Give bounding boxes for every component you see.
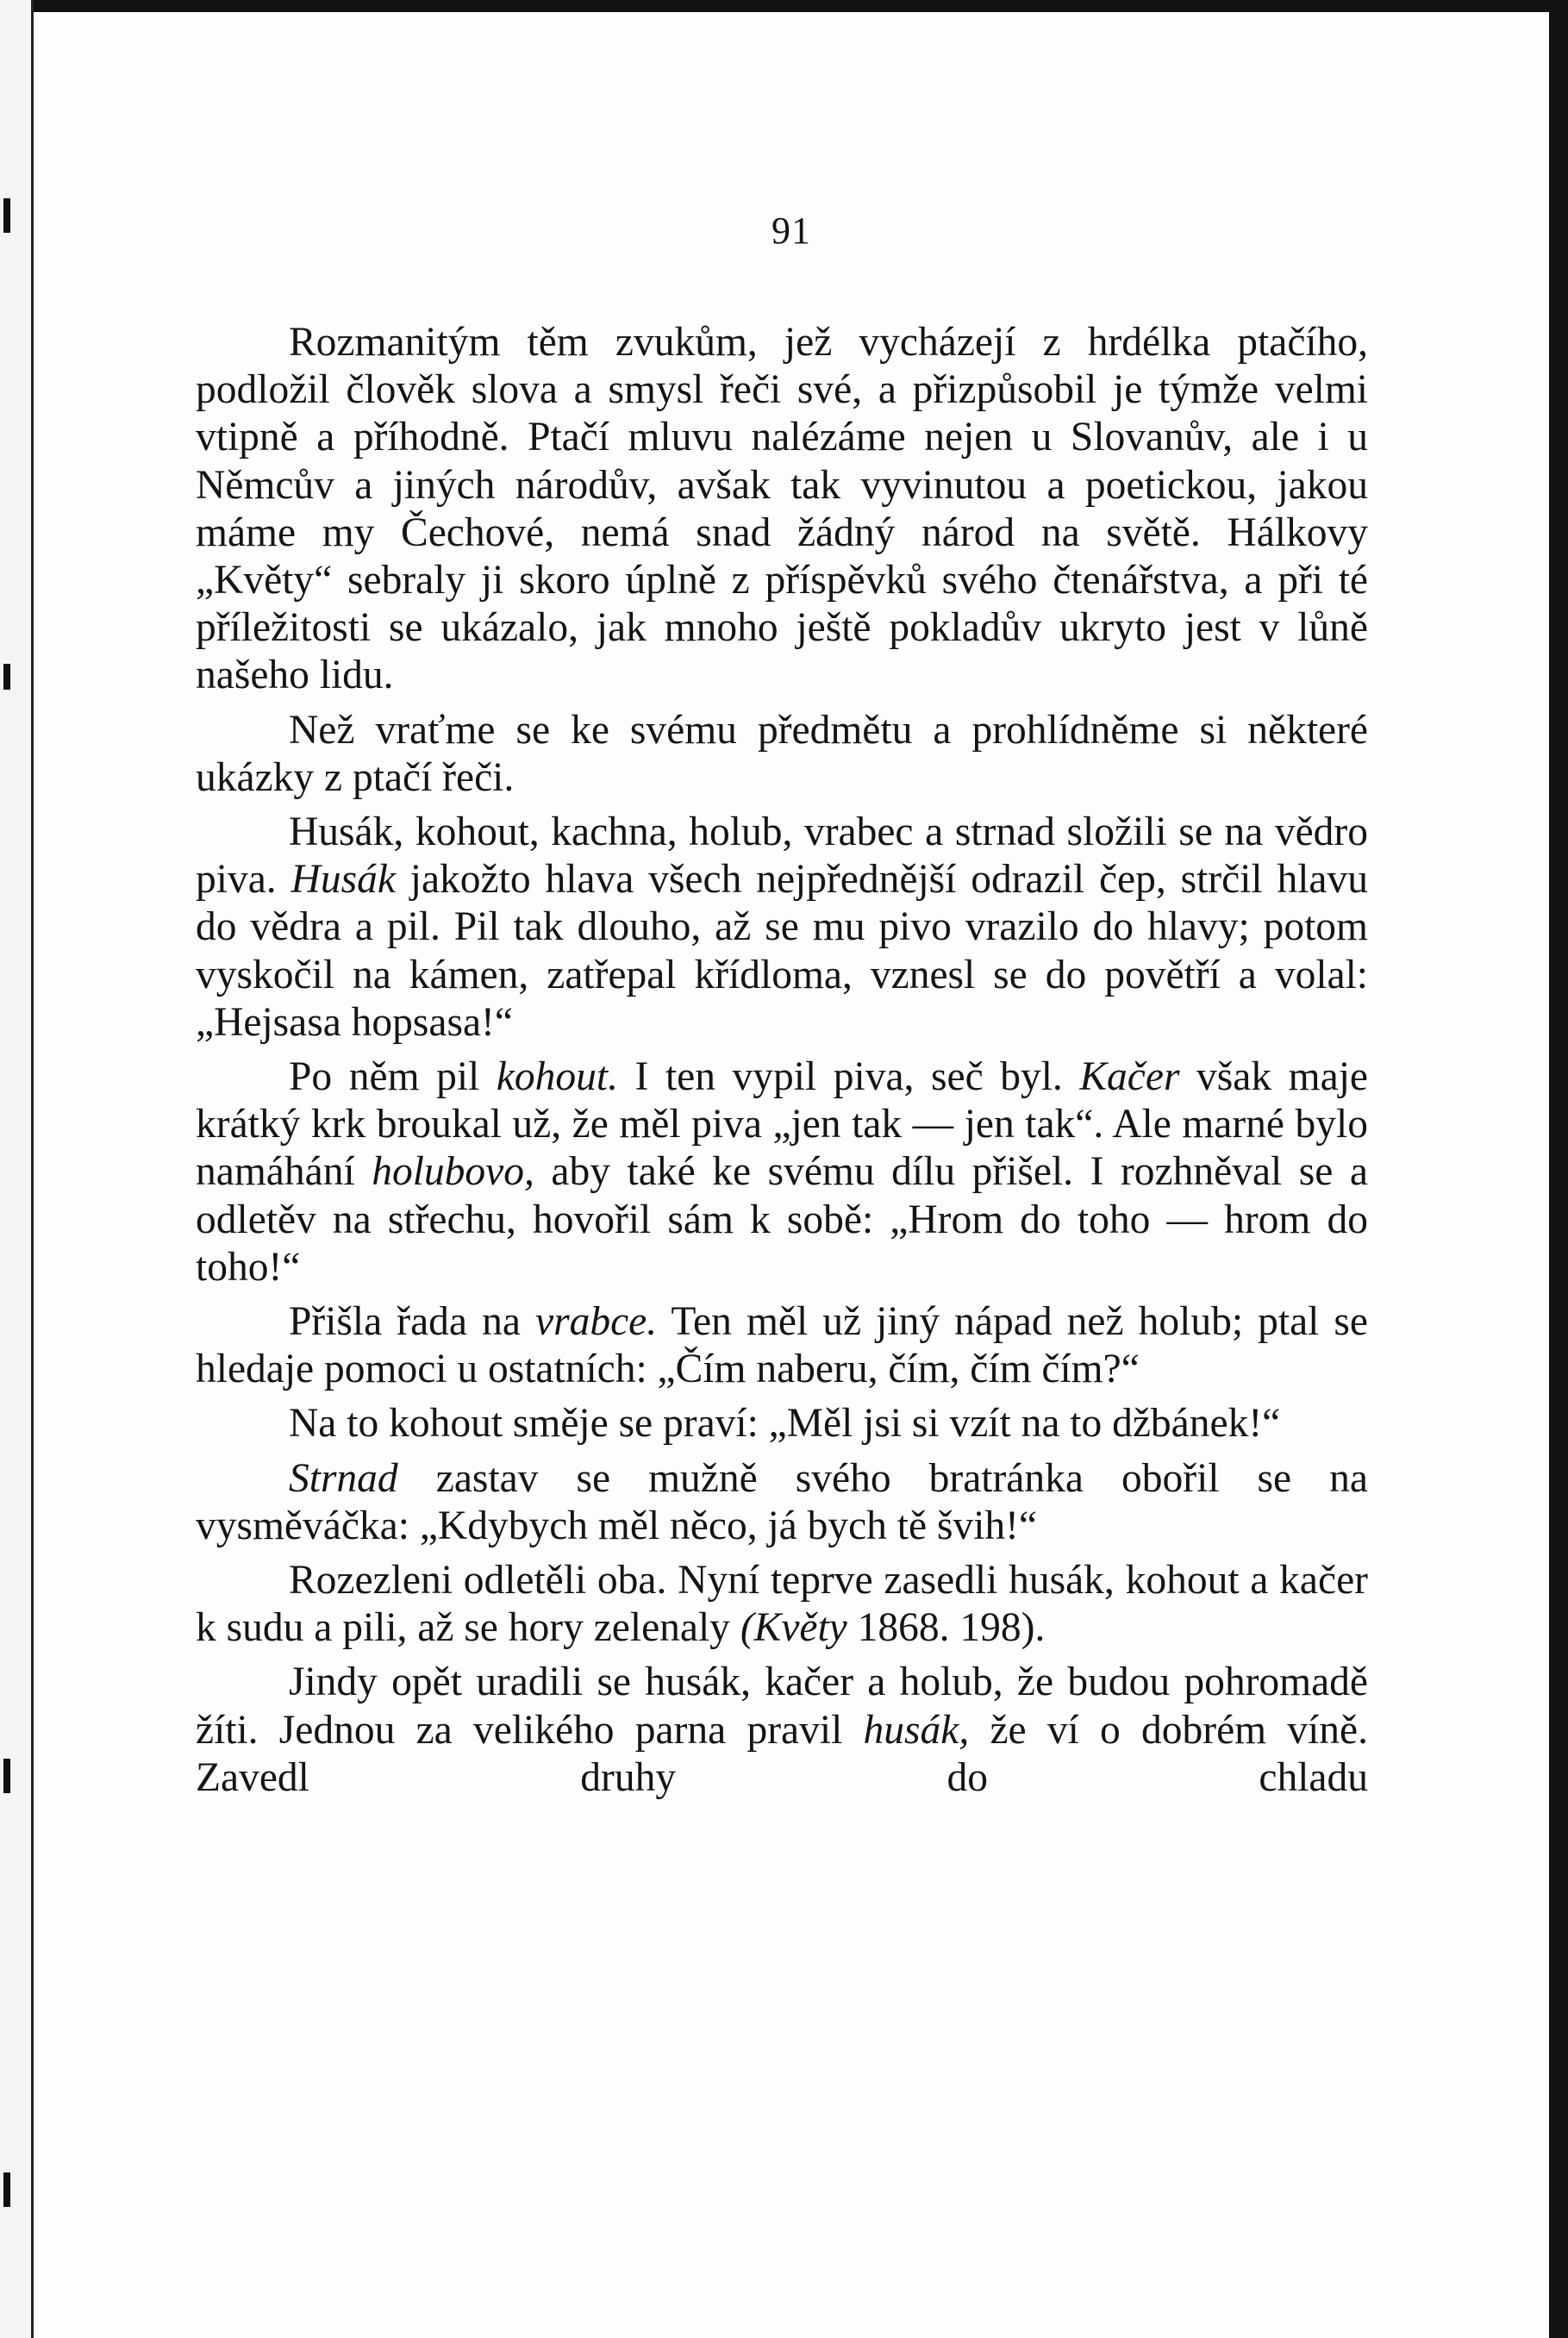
body-text bbox=[196, 319, 1368, 1802]
paragraph: Rozezleni odletěli oba. Nyní teprve zasedli husák, kohout a kačer k sudu a pili, až se hory zelenaly (Květy 1868. 198). bbox=[196, 1558, 1368, 1651]
book-page bbox=[34, 12, 1549, 2338]
paragraph: Než vraťme se ke svému předmětu a prohlídněme si některé ukázky z ptačí řeči. bbox=[196, 707, 1368, 800]
scan-left-edge bbox=[0, 0, 34, 2338]
scan-mark bbox=[3, 1759, 10, 1793]
scan-right-edge bbox=[1549, 0, 1568, 2338]
paragraph: Strnad zastav se mužně svého bratránka obořil se na vysměváčka: „Kdybych měl něco, já bych tě švih!“ bbox=[196, 1455, 1368, 1548]
paragraph: Husák, kohout, kachna, holub, vrabec a strnad složili se na vědro piva. Husák jakožto hlava všech nejpřednější odrazil čep, strčil hlavu do vědra a pil. Pil tak dlouho, až se mu pivo vrazilo do hlavy; potom vyskočil na kámen, zatřepal křídloma, vznesl se do povětří a volal: „Hejsasa hopsasa!“ bbox=[196, 810, 1369, 1045]
emphasized-word: Strnad bbox=[289, 1455, 398, 1501]
paragraph: Rozmanitým těm zvukům, jež vycházejí z hrdélka ptačího, podložil člověk slova a smysl řeči své, a přizpůsobil je týmže velmi vtipně a příhodně. Ptačí mluvu nalézáme nejen u Slovanův, ale i u Němcův a jiných národův, avšak tak vyvinutou a poetickou, jakou máme my Čechové, nemá snad žádný národ na světě. Hálkovy „Květy“ sebraly ji skoro úplně z příspěvků svého čtenářstva, a při té příležitosti se ukázalo, jak mnoho ještě pokladův ukryto jest v lůně našeho lidu. bbox=[196, 320, 1368, 698]
paragraph: Přišla řada na vrabce. Ten měl už jiný nápad než holub; ptal se hledaje pomoci u ostatních: „Čím naberu, čím, čím čím?“ bbox=[196, 1299, 1368, 1392]
emphasized-word: (Květy bbox=[740, 1605, 847, 1651]
emphasized-word: husák, bbox=[863, 1707, 970, 1753]
emphasized-word: vrabce. bbox=[535, 1299, 658, 1345]
paragraph: Po něm pil kohout. I ten vypil piva, seč byl. Kačer však maje krátký krk broukal už, že měl piva „jen tak — jen tak“. Ale marné bylo namáhání holubovo, aby také ke svému dílu přišel. I rozhněval se a odletěv na střechu, hovořil sám k sobě: „Hrom do toho — hrom do toho!“ bbox=[196, 1054, 1368, 1290]
page-number: 91 bbox=[772, 209, 811, 252]
scan-mark bbox=[3, 198, 10, 233]
emphasized-word: holubovo, bbox=[372, 1149, 534, 1195]
emphasized-word: Husák bbox=[290, 857, 396, 903]
paragraph: Jindy opět uradili se husák, kačer a holub, že budou pohromadě žíti. Jednou za velikého parna pravil husák, že ví o dobrém víně. Zavedl druhy do chladu bbox=[196, 1660, 1368, 1800]
emphasized-word: kohout. bbox=[496, 1054, 618, 1100]
scan-mark bbox=[3, 664, 10, 690]
emphasized-word: Kačer bbox=[1079, 1054, 1180, 1100]
paragraph: Na to kohout směje se praví: „Měl jsi si vzít na to džbánek!“ bbox=[289, 1401, 1281, 1447]
scan-top-edge bbox=[0, 0, 1568, 12]
scan-mark bbox=[3, 2172, 10, 2207]
